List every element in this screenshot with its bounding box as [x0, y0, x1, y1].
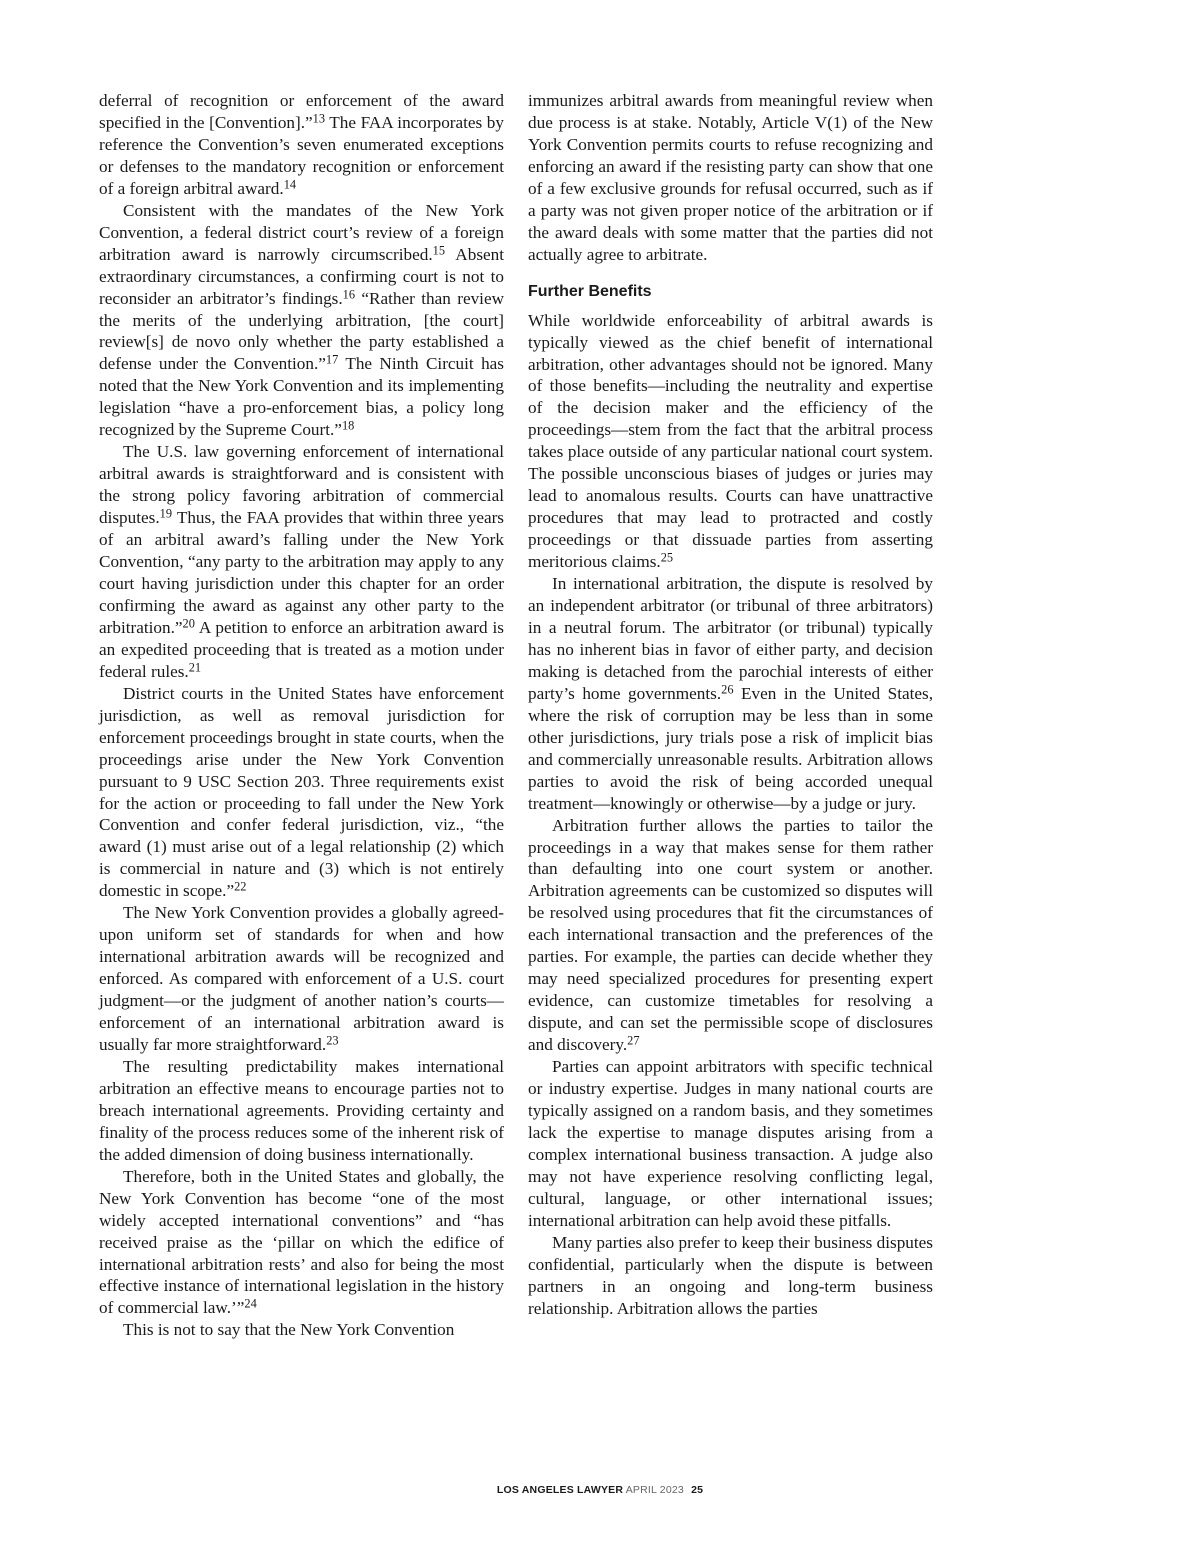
footnote-ref: 27: [627, 1033, 640, 1048]
footnote-ref: 20: [182, 616, 195, 631]
footnote-ref: 19: [159, 506, 173, 521]
paragraph: District courts in the United States have enforcement jurisdiction, as well as removal jurisdiction for enforcement proceedings brought in state courts, when the proceedings arise under the New York Convention pursuant to 9 USC Section 203. Three requirements exist for the action or proceeding to fall under the New York Convention and confer federal jurisdiction, viz., “the award (1) must arise out of a legal relationship (2) which is commercial in nature and (3) which is not entirely domestic in scope.”$^{22}$: [99, 683, 504, 901]
paragraph: The New York Convention provides a globally agreed-upon uniform set of standards for when and how international arbitration awards will be recognized and enforced. As compared with enforcement of a U.S. court judgment—or the judgment of another nation’s courts—enforcement of an international arbitration award is usually far more straightforward.$^{23}$: [99, 903, 504, 1054]
footnote-ref: 17: [325, 352, 339, 367]
footnote-ref: 26: [721, 682, 734, 697]
paragraph: Therefore, both in the United States and globally, the New York Convention has become “one of the most widely accepted international conventions” and “has received praise as the ‘pillar on which the edifice of international arbitration rests’ and also for being the most effective instance of international legislation in the history of commercial law.’”$^{24}$: [99, 1166, 504, 1318]
paragraph: Consistent with the mandates of the New York Convention, a federal district court’s review of a foreign arbitration award is narrowly circumscribed.$^{15}$ Absent extraordinary circumstances, a confirming court is not to reconsider an arbitrator’s findings.$^{16}$ “Rather than review the merits of the underlying arbitration, [the court] review[s] de novo only whether the party established a defense under the Convention.”$^{17}$ The Ninth Circuit has noted that the New York Convention and its implementing legislation “have a pro-enforcement bias, a policy long recognized by the Supreme Court.”$^{18}$: [99, 200, 505, 440]
paragraph: This is not to say that the New York Convention: [123, 1320, 455, 1340]
issue-date: APRIL 2023: [625, 1484, 684, 1496]
page-footer: [0, 1484, 1200, 1496]
paragraph: Arbitration further allows the parties to tailor the proceedings in a way that makes sense for them rather than defaulting into one court system or another. Arbitration agreements can be customized so disputes will be resolved using procedures that fit the circumstances of each international transaction and the preferences of the parties. For example, the parties can decide whether they may need specialized procedures for presenting expert evidence, can customize timetables for resolving a dispute, and can set the permissible scope of disclosures and discovery.$^{27}$: [528, 815, 933, 1055]
footnote-ref: 23: [326, 1033, 339, 1048]
publication-name: LOS ANGELES LAWYER: [496, 1484, 624, 1496]
paragraph: While worldwide enforceability of arbitral awards is typically viewed as the chief benefit of international arbitration, other advantages should not be ignored. Many of those benefits—including the neutrality and expertise of the decision maker and the efficiency of the proceedings—stem from the fact that the arbitral process takes place outside of any particular national court system. The possible unconscious biases of judges or juries may lead to anomalous results. Courts can have unattractive procedures that may lead to protracted and costly proceedings or that dissuade parties from asserting meritorious claims.$^{25}$: [528, 310, 933, 572]
footnote-ref: 15: [432, 243, 446, 258]
right-column: [528, 90, 933, 1319]
paragraph: In international arbitration, the dispute is resolved by an independent arbitrator (or tribunal of three arbitrators) in a neutral forum. The arbitrator (or tribunal) typically has no inherent bias in favor of either party, and decision making is detached from the parochial interests of either party’s home governments.$^{26}$ Even in the United States, where the risk of corruption may be less than in some other jurisdictions, jury trials pose a risk of implicit bias and commercially unreasonable results. Arbitration allows parties to avoid the risk of being accorded unequal treatment—knowingly or otherwise—by a judge or jury.: [528, 574, 933, 813]
paragraph: immunizes arbitral awards from meaningful review when due process is at stake. Notably, Article V(1) of the New York Convention permits courts to refuse recognizing and enforcing an award if the resisting party can show that one of a few exclusive grounds for refusal occurred, such as if a party was not given proper notice of the arbitration or if the award deals with some matter that the parties did not actually agree to arbitrate.: [528, 91, 933, 264]
left-column: [99, 90, 504, 1341]
footnote-ref: 25: [660, 550, 674, 565]
footnote-ref: 18: [341, 418, 355, 433]
paragraph: The resulting predictability makes international arbitration an effective means to encourage parties not to breach international agreements. Providing certainty and finality of the process reduces some of the inherent risk of the added dimension of doing business internationally.: [99, 1056, 504, 1164]
page-number: 25: [691, 1484, 704, 1496]
paragraph: deferral of recognition or enforcement of the award specified in the [Convention].”$^{13}$ The FAA incorporates by reference the Convention’s seven enumerated exceptions or defenses to the mandatory recognition or enforcement of a foreign arbitral award.$^{14}$: [99, 91, 504, 198]
footnote-ref: 24: [244, 1296, 257, 1311]
footnote-ref: 22: [234, 879, 247, 894]
section-heading: Further Benefits: [528, 282, 652, 300]
footnote-ref: 13: [312, 111, 326, 126]
paragraph: Many parties also prefer to keep their business disputes confidential, particularly when the dispute is between partners in an ongoing and long-term business relationship. Arbitration allows the parties: [528, 1232, 933, 1318]
footnote-ref: 21: [188, 660, 202, 675]
paragraph: The U.S. law governing enforcement of international arbitral awards is straightforward and is consistent with the strong policy favoring arbitration of commercial disputes.$^{19}$ Thus, the FAA provides that within three years of an arbitral award’s falling under the New York Convention, “any party to the arbitration may apply to any court having jurisdiction under this chapter for an order confirming the award as against any other party to the arbitration.”$^{20}$ A petition to enforce an arbitration award is an expedited proceeding that is treated as a motion under federal rules.$^{21}$: [99, 442, 504, 681]
footnote-ref: 14: [283, 177, 297, 192]
footnote-ref: 16: [342, 287, 356, 302]
paragraph: Parties can appoint arbitrators with specific technical or industry expertise. Judges in many national courts are typically assigned on a random basis, and they sometimes lack the expertise to manage disputes arising from a complex international business transaction. A judge also may not have experience resolving conflicting legal, cultural, language, or other international issues; international arbitration can help avoid these pitfalls.: [528, 1057, 933, 1230]
